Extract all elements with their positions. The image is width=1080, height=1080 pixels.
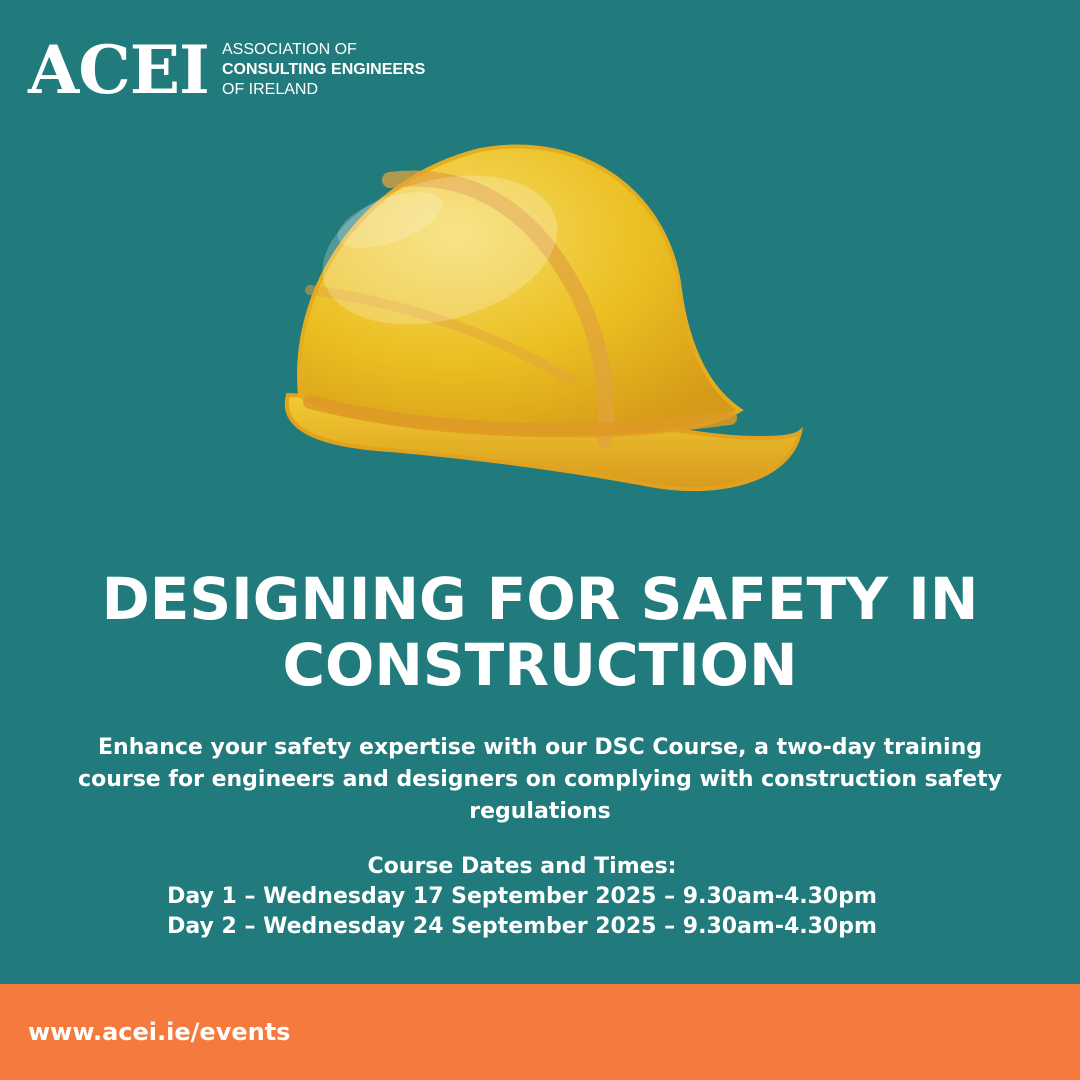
date-day-2: Day 2 – Wednesday 24 September 2025 – 9.30am-4.30pm: [167, 914, 877, 939]
events-link[interactable]: www.acei.ie/events: [28, 1018, 291, 1046]
title-line-2: CONSTRUCTION: [282, 631, 798, 699]
description-line-1: Enhance your safety expertise with our DSC Course, a two-day training: [98, 735, 982, 760]
logo-line-2: CONSULTING ENGINEERS: [222, 61, 426, 78]
title-line-1: DESIGNING FOR SAFETY IN: [101, 565, 979, 633]
footer-bar: [0, 984, 1080, 1080]
logo-mark: ACEI: [28, 31, 209, 109]
course-description: [0, 732, 1080, 828]
logo-text: [222, 40, 482, 100]
dates-heading: Course Dates and Times:: [367, 854, 677, 879]
logo-line-1: ASSOCIATION OF: [222, 41, 357, 58]
page-title: [0, 566, 1080, 698]
hard-hat-icon: [270, 140, 810, 510]
logo-line-3: OF IRELAND: [222, 81, 319, 98]
description-line-2: course for engineers and designers on complying with construction safety: [78, 767, 1002, 792]
course-dates: [0, 852, 1044, 942]
date-day-1: Day 1 – Wednesday 17 September 2025 – 9.30am-4.30pm: [167, 884, 877, 909]
description-line-3: regulations: [469, 799, 611, 824]
